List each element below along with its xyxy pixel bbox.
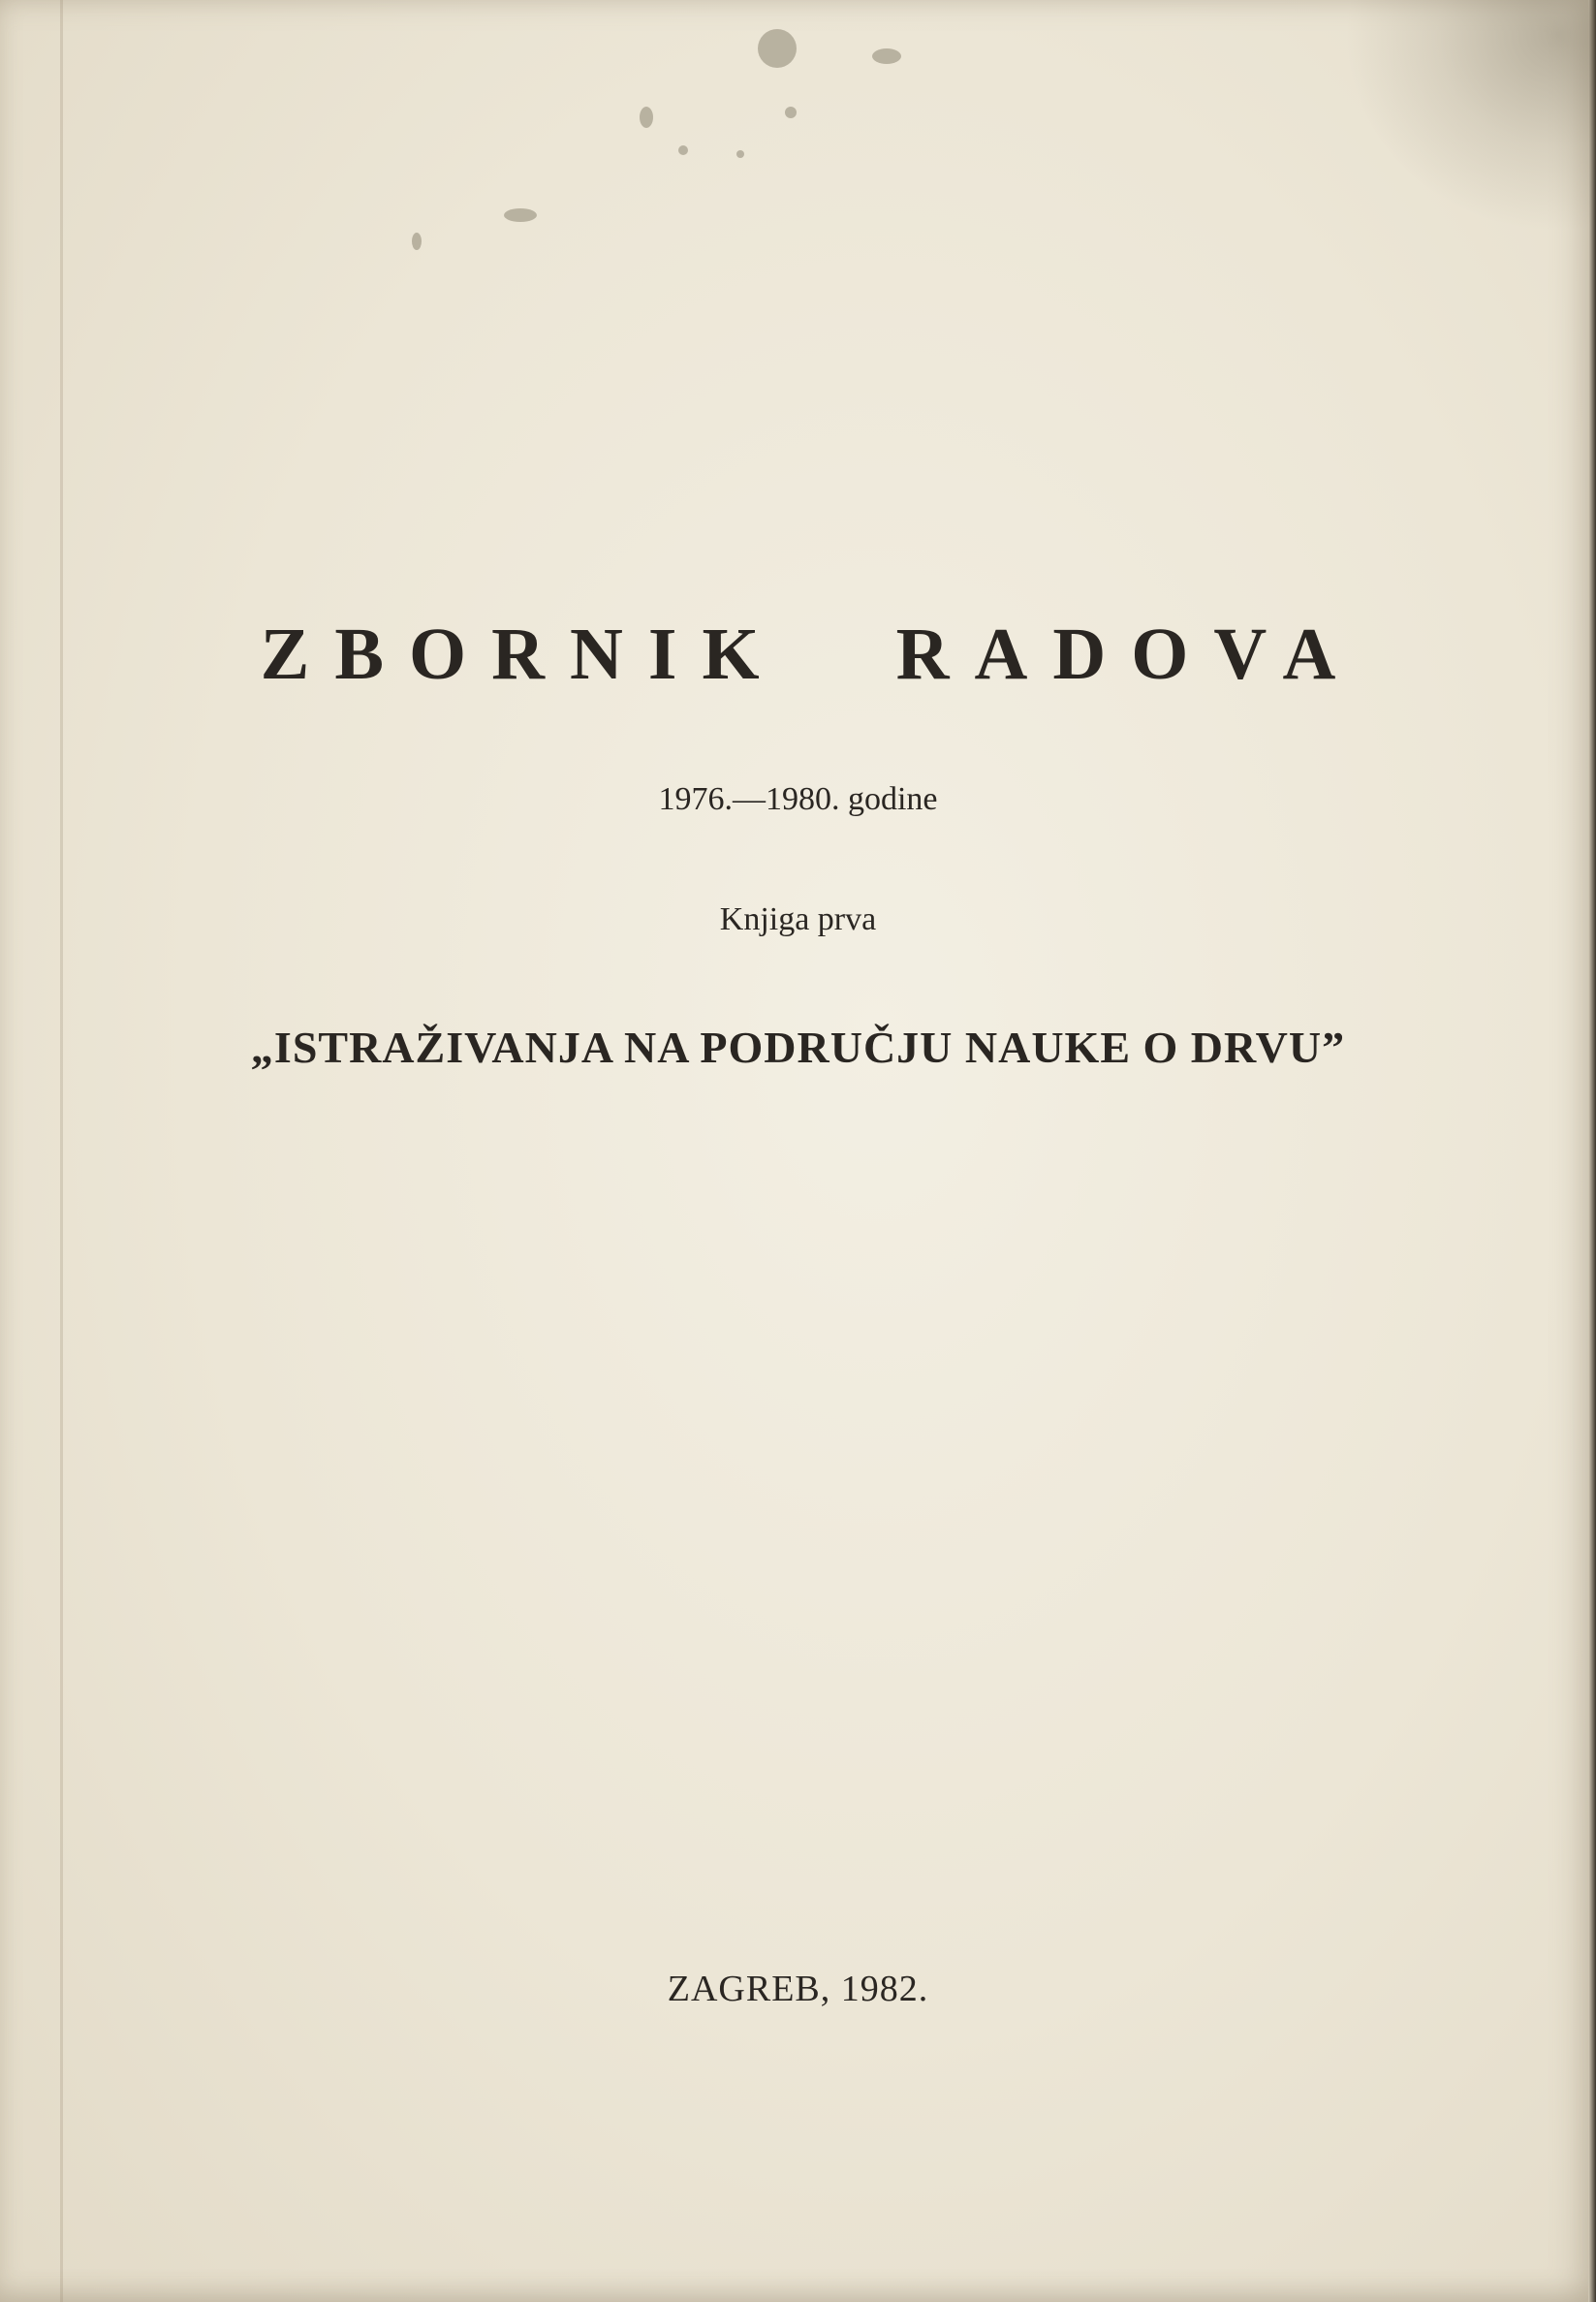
- spine-fold: [60, 0, 63, 2302]
- cover-years: 1976.—1980. godine: [658, 781, 938, 817]
- page-edge-shadow: [1588, 0, 1596, 2302]
- ink-speck: [504, 208, 537, 222]
- ink-speck: [678, 145, 688, 155]
- cover-book-number: Knjiga prva: [719, 901, 877, 937]
- ink-speck: [412, 233, 422, 250]
- cover-place-year: ZAGREB, 1982.: [667, 1969, 929, 2009]
- cover-subtitle: „ISTRAŽIVANJA NA PODRUČJU NAUKE O DRVU”: [250, 1023, 1346, 1072]
- ink-speck: [736, 150, 744, 158]
- ink-speck: [785, 107, 797, 118]
- ink-speck: [758, 29, 797, 68]
- ink-speck: [640, 107, 653, 128]
- cover-title: ZBORNIK RADOVA: [260, 614, 1361, 695]
- ink-speck: [872, 48, 901, 64]
- corner-stain: [1344, 0, 1596, 233]
